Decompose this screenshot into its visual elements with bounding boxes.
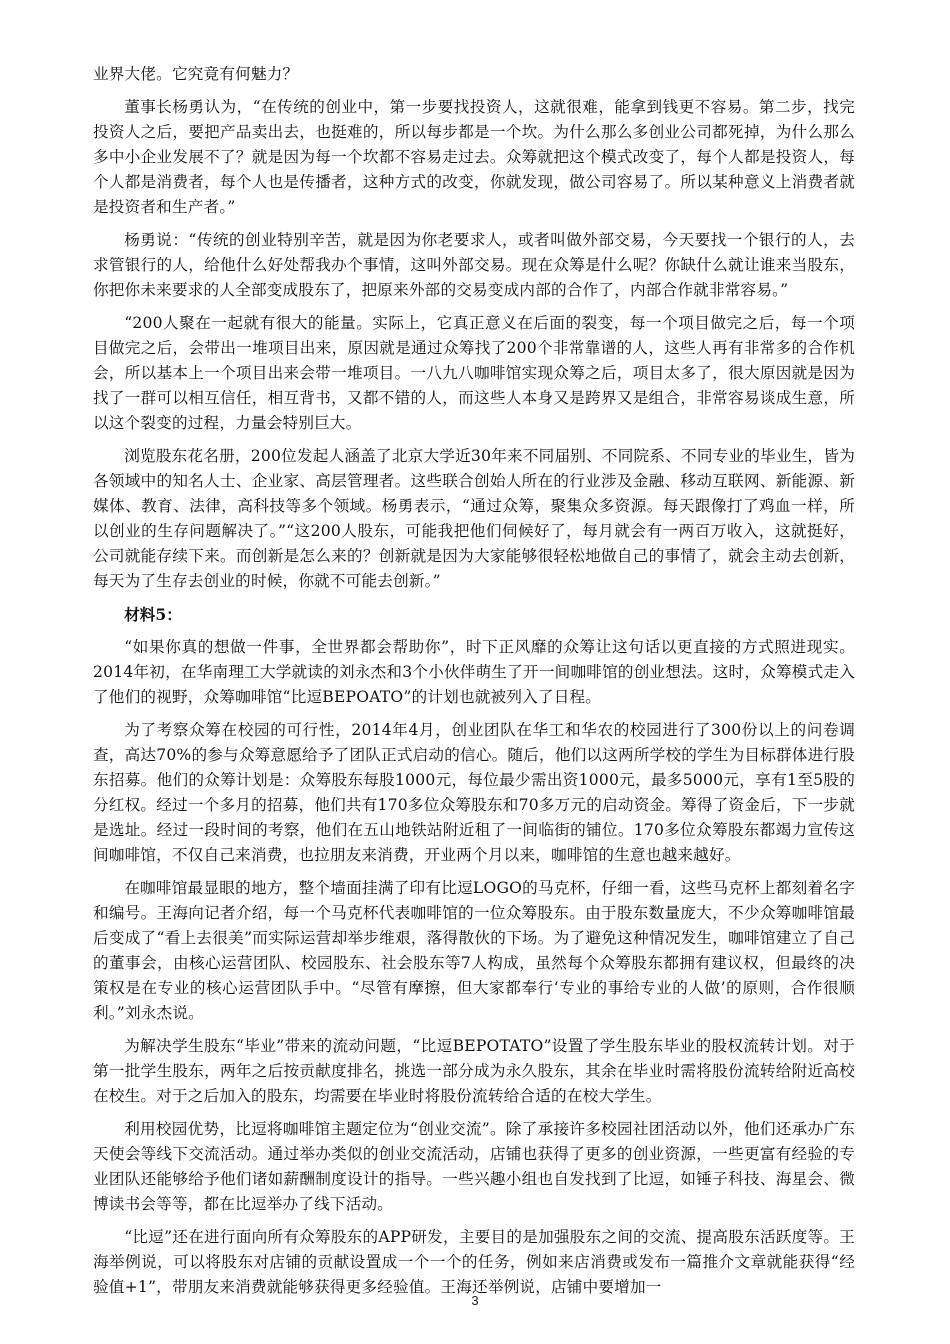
paragraph: “如果你真的想做一件事，全世界都会帮助你”，时下正风靡的众筹让这句话以更直接的方式照进现实。2014年初，在华南理工大学就读的刘永杰和3个小伙伴萌生了开一间咖啡馆的创业想法。这时，众筹模式走入了他们的视野，众筹咖啡馆“比逗BEPOATO”的计划也就被列入了日程。 bbox=[93, 638, 855, 706]
paragraph: 杨勇说：“传统的创业特别辛苦，就是因为你老要求人，或者叫做外部交易，今天要找一个银行的人，去求管银行的人，给他什么好处帮我办个事情，这叫外部交易。现在众筹是什么呢？你缺什么就让谁来当股东，你把你未来要求的人全部变成股东了，把原来外部的交易变成内部的合作了，内部合作就非常容易。” bbox=[93, 231, 855, 299]
paragraph: 为解决学生股东“毕业”带来的流动问题，“比逗BEPOTATO”设置了学生股东毕业的股权流转计划。对于第一批学生股东，两年之后按贡献度排名，挑选一部分成为永久股东，其余在毕业时需将股份流转给附近高校在校生。对于之后加入的股东，均需要在毕业时将股份流转给合适的在校大学生。 bbox=[93, 1037, 855, 1105]
page-number: 3 bbox=[471, 1293, 479, 1308]
paragraph: 董事长杨勇认为，“在传统的创业中，第一步要找投资人，这就很难，能拿到钱更不容易。第二步，找完投资人之后，要把产品卖出去，也挺难的，所以每步都是一个坎。为什么那么多创业公司都死掉，为什么那么多中小企业发展不了？就是因为每一个坎都不容易走过去。众筹就把这个模式改变了，每个人都是投资人，每个人都是消费者，每个人也是传播者，这种方式的改变，你就发现，做公司容易了。所以某种意义上消费者就是投资者和生产者。” bbox=[93, 98, 855, 216]
section-heading: 材料5： bbox=[124, 605, 182, 624]
paragraph: 浏览股东花名册，200位发起人涵盖了北京大学近30年来不同届别、不同院系、不同专业的毕业生，皆为各领域中的知名人士、企业家、高层管理者。这些联合创始人所在的行业涉及金融、移动互联网、新能源、新媒体、教育、法律，高科技等多个领域。杨勇表示，“通过众筹，聚集众多资源。每天跟像打了鸡血一样，所以创业的生存问题解决了。”“这200人股东，可能我把他们伺候好了，每月就会有一两百万收入，这就挺好，公司就能存续下来。而创新是怎么来的？创新就是因为大家能够很轻松地做自己的事情了，就会主动去创新，每天为了生存去创业的时候，你就不可能去创新。” bbox=[93, 447, 855, 590]
paragraph: “200人聚在一起就有很大的能量。实际上，它真正意义在后面的裂变，每一个项目做完之后，每一个项目做完之后，会带出一堆项目出来，原因就是通过众筹找了200个非常靠谱的人，这些人再有非常多的合作机会，所以基本上一个项目出来会带一堆项目。一八九八咖啡馆实现众筹之后，项目太多了，很大原因就是因为找了一群可以相互信任，相互背书，又都不错的人，而这些人本身又是跨界又是组合，非常容易谈成生意，所以这个裂变的过程，力量会特别巨大。 bbox=[93, 314, 855, 432]
document-body bbox=[93, 62, 855, 1308]
paragraph: 为了考察众筹在校园的可行性，2014年4月，创业团队在华工和华农的校园进行了300份以上的问卷调查，高达70%的参与众筹意愿给予了团队正式启动的信心。随后，他们以这两所学校的学生为目标群体进行股东招募。他们的众筹计划是：众筹股东每股1000元，每位最少需出资1000元，最多5000元，享有1至5股的分红权。经过一个多月的招募，他们共有170多位众筹股东和70多万元的启动资金。筹得了资金后，下一步就是选址。经过一段时间的考察，他们在五山地铁站附近租了一间临街的铺位。170多位众筹股东都竭力宣传这间咖啡馆，不仅自己来消费，也拉朋友来消费，开业两个月以来，咖啡馆的生意也越来越好。 bbox=[93, 721, 855, 864]
paragraph: 利用校园优势，比逗将咖啡馆主题定位为“创业交流”。除了承接许多校园社团活动以外，他们还承办广东天使会等线下交流活动。通过举办类似的创业交流活动，店铺也获得了更多的创业资源，一些更富有经验的专业团队还能够给予他们诸如薪酬制度设计的指导。一些兴趣小组也自发找到了比逗，如锤子科技、海星会、微博读书会等等，都在比逗举办了线下活动。 bbox=[93, 1120, 855, 1213]
paragraph: 业界大佬。它究竟有何魅力？ bbox=[93, 65, 299, 83]
paragraph: 在咖啡馆最显眼的地方，整个墙面挂满了印有比逗LOGO的马克杯，仔细一看，这些马克杯上都刻着名字和编号。王海向记者介绍，每一个马克杯代表咖啡馆的一位众筹股东。由于股东数量庞大，不少众筹咖啡馆最后变成了“看上去很美”而实际运营却举步维艰，落得散伙的下场。为了避免这种情况发生，咖啡馆建立了自己的董事会，由核心运营团队、校园股东、社会股东等7人构成，虽然每个众筹股东都拥有建议权，但最终的决策权是在专业的核心运营团队手中。“尽管有摩擦，但大家都奉行‘专业的事给专业的人做’的原则，合作很顺利。”刘永杰说。 bbox=[93, 879, 855, 1022]
paragraph: “比逗”还在进行面向所有众筹股东的APP研发，主要目的是加强股东之间的交流、提高股东活跃度等。王海举例说，可以将股东对店铺的贡献设置成一个一个的任务，例如来店消费或发布一篇推介文章就能获得“经验值+1”，带朋友来消费就能够获得更多经验值。王海还举例说，店铺中要增加一 bbox=[93, 1228, 855, 1296]
